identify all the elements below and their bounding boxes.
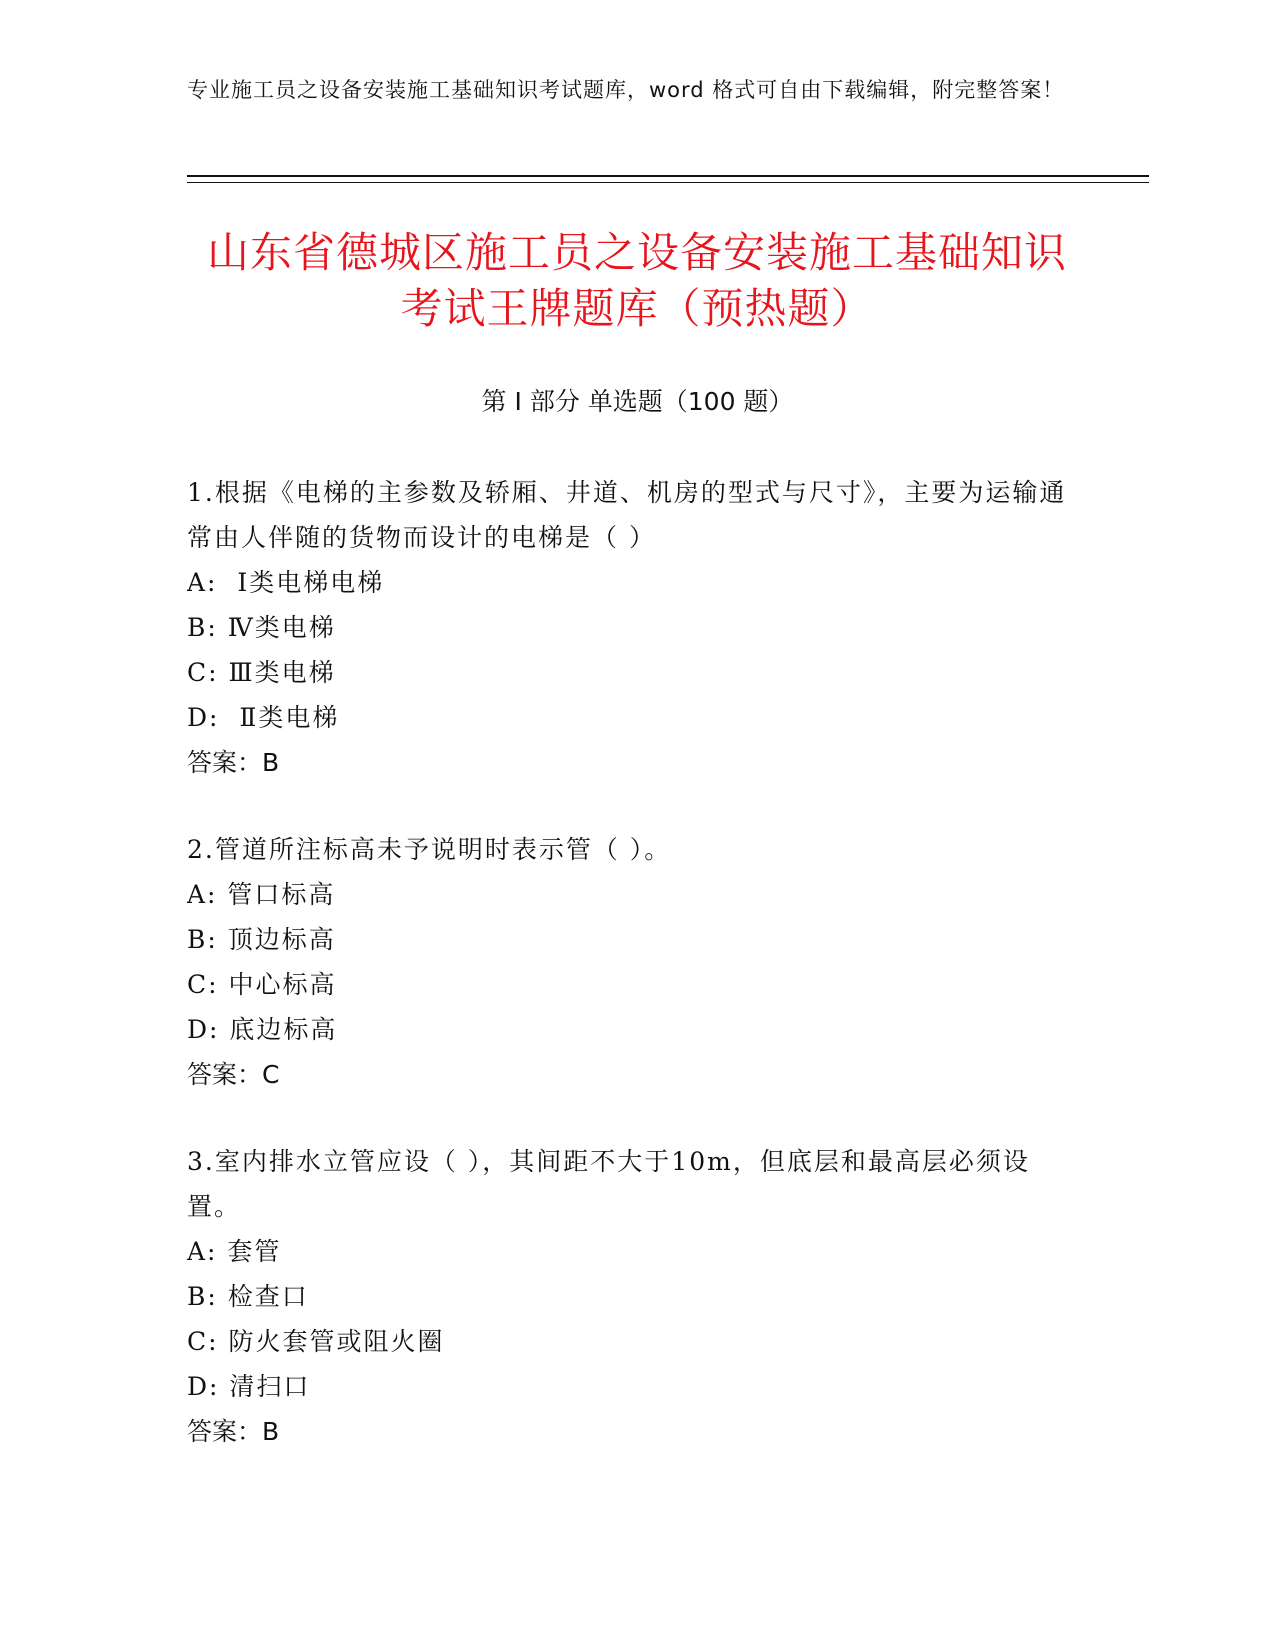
option-c: C: Ⅲ类电梯 [187,658,336,687]
option-c: C: 中心标高 [187,970,337,999]
question-1 [187,470,1067,785]
option-d: D: 清扫口 [187,1372,311,1401]
option-a: A: 套管 [187,1237,282,1266]
question-3 [187,1139,1067,1454]
option-d: D: Ⅱ类电梯 [187,703,340,732]
question-stem: 3.室内排水立管应设（ ），其间距不大于10m，但底层和最高层必须设置。 [187,1147,1030,1221]
option-b: B: 检查口 [187,1282,309,1311]
option-d: D: 底边标高 [187,1015,338,1044]
header-rule-thin [187,182,1149,183]
question-stem: 2.管道所注标高未予说明时表示管（ ）。 [187,835,672,864]
answer-line: 答案：B [187,1417,280,1446]
option-a: A: 管口标高 [187,880,336,909]
question-list [187,470,1067,1496]
option-b: B: Ⅳ类电梯 [187,613,336,642]
answer-line: 答案：B [187,748,280,777]
option-c: C: 防火套管或阻火圈 [187,1327,445,1356]
header-rule-thick [187,175,1149,177]
section-title: 第 I 部分 单选题（100 题） [481,387,794,416]
document-title: 山东省德城区施工员之设备安装施工基础知识考试王牌题库（预热题） [206,228,1067,333]
option-b: B: 顶边标高 [187,925,336,954]
question-stem: 1.根据《电梯的主参数及轿厢、井道、机房的型式与尺寸》，主要为运输通常由人伴随的货物而设计的电梯是（ ） [187,478,1067,552]
option-a: A: Ⅰ类电梯电梯 [187,568,385,597]
header-note: 专业施工员之设备安装施工基础知识考试题库，word 格式可自由下载编辑，附完整答案！ [187,78,1065,102]
question-2 [187,827,1067,1097]
answer-line: 答案：C [187,1060,280,1089]
